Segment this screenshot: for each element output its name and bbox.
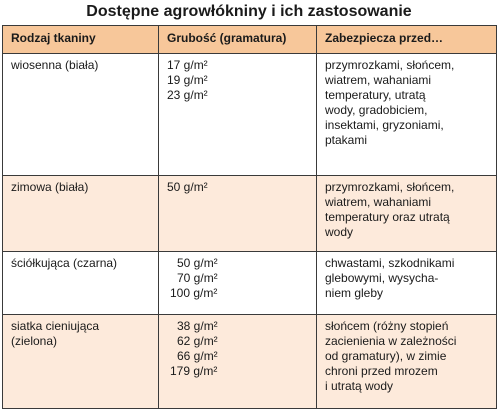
fabric-table xyxy=(2,25,497,409)
fabric-type-cell xyxy=(3,315,159,409)
table-header-row xyxy=(3,26,497,54)
protection-line: insektami, gryzoniami, xyxy=(325,118,444,132)
protection-line: wiatrem, wahaniami xyxy=(325,73,432,87)
protection-line: wody xyxy=(325,225,354,239)
protection-line: chroni przed mrozem xyxy=(325,364,438,378)
fabric-type-line: ściółkująca (czarna) xyxy=(11,256,118,270)
weight-value: 100 g/m² xyxy=(170,286,218,300)
protection-cell xyxy=(317,176,497,252)
fabric-type-line: wiosenna (biała) xyxy=(11,58,99,72)
fabric-type-cell xyxy=(3,176,159,252)
weight-value: 50 g/m² xyxy=(177,256,218,270)
protection-line: temperatury, utratą xyxy=(325,88,426,102)
fabric-type-line: zimowa (biała) xyxy=(11,180,89,194)
fabric-type-cell xyxy=(3,252,159,315)
fabric-type-line: (zielona) xyxy=(11,334,58,348)
table-row xyxy=(3,252,497,315)
thickness-cell xyxy=(159,176,317,252)
protection-line: ptakami xyxy=(325,133,368,147)
protection-cell xyxy=(317,252,497,315)
header-fabric-type: Rodzaj tkaniny xyxy=(3,26,159,54)
weight-value: 66 g/m² xyxy=(177,349,218,363)
weight-value: 38 g/m² xyxy=(177,319,218,333)
table-row xyxy=(3,176,497,252)
weight-value: 19 g/m² xyxy=(167,73,208,87)
header-protects-against: Zabezpiecza przed… xyxy=(317,26,497,54)
table-row xyxy=(3,315,497,409)
table-title: Dostępne agrowłókniny i ich zastosowanie xyxy=(86,3,412,20)
protection-line: przymrozkami, słońcem, xyxy=(325,58,455,72)
weight-value: 23 g/m² xyxy=(167,88,208,102)
weight-value: 50 g/m² xyxy=(167,180,208,194)
weight-value: 62 g/m² xyxy=(177,334,218,348)
protection-line: wiatrem, wahaniami xyxy=(325,195,432,209)
protection-line: zacienienia w zależności xyxy=(325,334,457,348)
protection-cell xyxy=(317,54,497,176)
protection-line: niem gleby xyxy=(325,286,384,300)
fabric-type-line: siatka cieniująca xyxy=(11,319,100,333)
protection-line: wody, gradobiciem, xyxy=(325,103,428,117)
table-row xyxy=(3,54,497,176)
protection-cell xyxy=(317,315,497,409)
protection-line: przymrozkami, słońcem, xyxy=(325,180,455,194)
protection-line: od gramatury), w zimie xyxy=(325,349,447,363)
thickness-cell xyxy=(159,315,317,409)
header-thickness: Grubość (gramatura) xyxy=(159,26,317,54)
thickness-cell xyxy=(159,252,317,315)
protection-line: i utratą wody xyxy=(325,379,394,393)
protection-line: glebowymi, wysycha- xyxy=(325,271,439,285)
thickness-cell xyxy=(159,54,317,176)
fabric-type-cell xyxy=(3,54,159,176)
weight-value: 70 g/m² xyxy=(177,271,218,285)
weight-value: 17 g/m² xyxy=(167,58,208,72)
protection-line: słońcem (różny stopień xyxy=(325,319,449,333)
weight-value: 179 g/m² xyxy=(170,364,218,378)
protection-line: temperatury oraz utratą xyxy=(325,210,450,224)
protection-line: chwastami, szkodnikami xyxy=(325,256,455,270)
